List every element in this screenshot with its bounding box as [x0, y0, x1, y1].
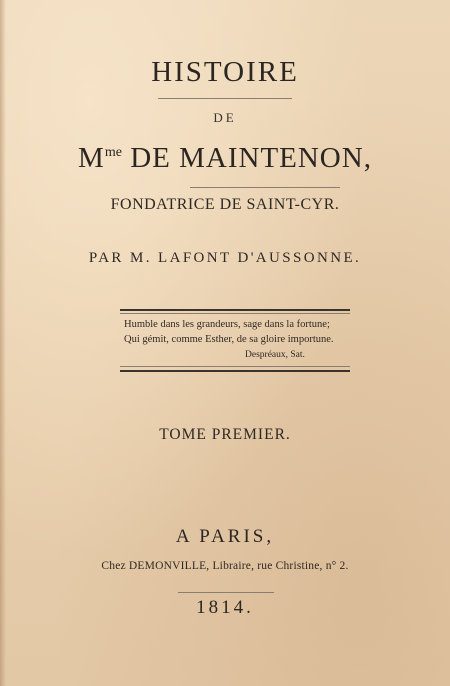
epigraph-bottom-rule-thin: [120, 366, 350, 367]
epigraph-top-rule: [120, 309, 350, 311]
epigraph-line-1: Humble dans les grandeurs, sage dans la fortune;: [124, 319, 330, 330]
volume-label: TOME PREMIER.: [159, 426, 291, 443]
epigraph-attribution: Despréaux, Sat.: [245, 350, 305, 360]
imprint-city: A PARIS,: [175, 526, 275, 547]
title-connector: DE: [213, 110, 237, 125]
book-title: HISTOIRE: [151, 56, 299, 88]
epigraph-line-2: Qui gémit, comme Esther, de sa gloire importune.: [124, 334, 334, 345]
imprint-year: 1814.: [196, 597, 254, 618]
imprint-publisher: Chez DEMONVILLE, Libraire, rue Christine, n° 2.: [101, 560, 349, 572]
main-title-name: DE MAINTENON,: [121, 142, 372, 174]
main-title-prefix: M: [78, 142, 105, 174]
main-title-superscript: me: [104, 145, 122, 160]
subtitle: FONDATRICE DE SAINT-CYR.: [110, 196, 340, 213]
author-line: PAR M. LAFONT D'AUSSONNE.: [88, 250, 362, 266]
epigraph-bottom-rule: [120, 370, 350, 372]
main-title: [0, 142, 450, 175]
year-top-rule: [178, 592, 274, 593]
main-title-rule: [190, 187, 340, 188]
title-rule: [158, 98, 292, 99]
epigraph-top-rule-thin: [120, 313, 350, 314]
page-edge-shadow: [0, 0, 6, 686]
